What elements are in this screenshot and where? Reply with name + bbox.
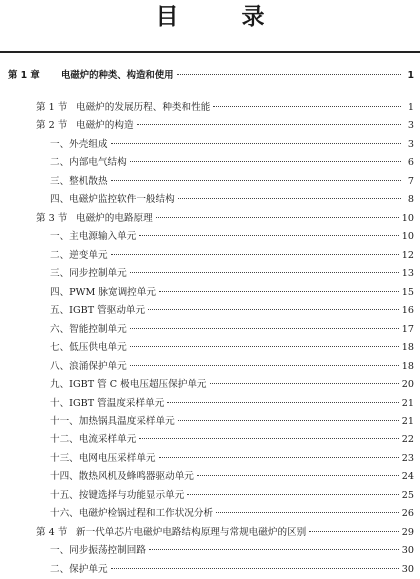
dot-leader	[130, 161, 401, 162]
toc-entry-number: 第 3 节	[36, 212, 68, 224]
dot-leader	[159, 457, 399, 458]
toc-entry-title: 三、同步控制单元	[50, 268, 127, 280]
toc-entry-title: 电磁炉的电路原理	[76, 212, 153, 224]
dot-leader	[178, 198, 401, 199]
toc-entry-page-number: 30	[401, 563, 414, 575]
toc-entry-subsection[interactable]	[0, 450, 420, 468]
toc-entry-page-number: 12	[401, 249, 414, 261]
dot-leader	[216, 512, 399, 513]
toc-entry-subsection[interactable]	[0, 376, 420, 394]
dot-leader	[148, 309, 399, 310]
toc-entry-number: 第 4 节	[36, 526, 68, 538]
dot-leader	[111, 180, 401, 181]
toc-entry-subsection[interactable]	[0, 487, 420, 505]
dot-leader	[178, 420, 399, 421]
toc-entry-page-number: 3	[407, 138, 414, 150]
dot-leader	[137, 124, 401, 125]
dot-leader	[309, 531, 399, 532]
dot-leader	[130, 272, 399, 273]
toc-entry-title: 九、IGBT 管 C 极电压超压保护单元	[50, 379, 207, 391]
dot-leader	[130, 328, 399, 329]
toc-entry-section[interactable]	[0, 117, 420, 135]
toc-entry-page-number: 15	[401, 286, 414, 298]
toc-entry-title: 八、浪涌保护单元	[50, 360, 127, 372]
toc-entry-title: 五、IGBT 管驱动单元	[50, 305, 146, 317]
title-divider	[0, 51, 420, 53]
dot-leader	[177, 74, 401, 75]
toc-entry-subsection[interactable]	[0, 358, 420, 376]
toc-entry-page-number: 3	[407, 120, 414, 132]
toc-entry-title: 三、整机散热	[50, 175, 108, 187]
toc-entry-page-number: 18	[401, 360, 414, 372]
toc-entry-subsection[interactable]	[0, 247, 420, 265]
toc-entry-page-number: 25	[401, 489, 414, 501]
dot-leader	[139, 438, 398, 439]
toc-entry-page-number: 8	[407, 194, 414, 206]
toc-entry-title: 四、PWM 脉宽调控单元	[50, 286, 156, 298]
toc-entry-title: 新一代单芯片电磁炉电路结构原理与常规电磁炉的区别	[76, 526, 307, 538]
table-of-contents	[0, 63, 420, 579]
toc-entry-page-number: 29	[401, 526, 414, 538]
dot-leader	[197, 475, 399, 476]
toc-entry-title: 二、保护单元	[50, 563, 108, 575]
toc-entry-page-number: 26	[401, 508, 414, 520]
toc-entry-page-number: 1	[407, 70, 414, 81]
toc-entry-section[interactable]	[0, 210, 420, 228]
toc-entry-subsection[interactable]	[0, 321, 420, 339]
dot-leader	[213, 106, 401, 107]
page-title: 目 录	[155, 4, 285, 30]
toc-entry-title: 七、低压供电单元	[50, 342, 127, 354]
dot-leader	[130, 346, 399, 347]
toc-entry-page-number: 7	[407, 175, 414, 187]
toc-entry-subsection[interactable]	[0, 468, 420, 486]
toc-entry-page-number: 18	[401, 342, 414, 354]
toc-entry-subsection[interactable]	[0, 339, 420, 357]
toc-entry-title: 二、逆变单元	[50, 249, 108, 261]
toc-entry-page-number: 30	[401, 545, 414, 557]
dot-leader	[130, 365, 399, 366]
toc-entry-subsection[interactable]	[0, 561, 420, 579]
toc-entry-page-number: 21	[401, 415, 414, 427]
toc-entry-subsection[interactable]	[0, 413, 420, 431]
dot-leader	[111, 143, 401, 144]
toc-entry-subsection[interactable]	[0, 136, 420, 154]
toc-entry-subsection[interactable]	[0, 191, 420, 209]
toc-entry-subsection[interactable]	[0, 173, 420, 191]
dot-leader	[111, 568, 399, 569]
toc-entry-number: 第 1 章	[8, 70, 40, 81]
toc-entry-title: 十六、电磁炉检锅过程和工作状况分析	[50, 508, 214, 520]
toc-entry-page-number: 10	[401, 212, 414, 224]
toc-entry-number: 第 2 节	[36, 120, 68, 132]
toc-entry-title: 一、外壳组成	[50, 138, 108, 150]
toc-entry-subsection[interactable]	[0, 395, 420, 413]
dot-leader	[187, 494, 398, 495]
toc-entry-page-number: 10	[401, 231, 414, 243]
toc-entry-page-number: 23	[401, 452, 414, 464]
toc-entry-section[interactable]	[0, 99, 420, 117]
toc-entry-title: 四、电磁炉监控软件一般结构	[50, 194, 175, 206]
toc-entry-subsection[interactable]	[0, 228, 420, 246]
dot-leader	[156, 217, 399, 218]
dot-leader	[210, 383, 399, 384]
toc-entry-subsection[interactable]	[0, 302, 420, 320]
toc-entry-title: 十五、按键选择与功能显示单元	[50, 489, 185, 501]
toc-entry-page-number: 22	[401, 434, 414, 446]
toc-entry-page-number: 1	[407, 102, 414, 113]
toc-entry-subsection[interactable]	[0, 284, 420, 302]
toc-entry-page-number: 24	[401, 471, 414, 483]
toc-entry-page-number: 21	[401, 397, 414, 409]
toc-entry-page-number: 20	[401, 379, 414, 391]
toc-entry-page-number: 16	[401, 305, 414, 317]
toc-entry-title: 六、智能控制单元	[50, 323, 127, 335]
toc-entry-subsection[interactable]	[0, 265, 420, 283]
toc-entry-subsection[interactable]	[0, 154, 420, 172]
toc-entry-title: 电磁炉的种类、构造和使用	[61, 70, 174, 81]
toc-entry-section[interactable]	[0, 524, 420, 542]
toc-entry-subsection[interactable]	[0, 505, 420, 523]
toc-entry-chapter[interactable]	[0, 63, 420, 89]
toc-entry-title: 十一、加热锅具温度采样单元	[50, 415, 175, 427]
dot-leader	[111, 254, 399, 255]
toc-entry-title: 十四、散热风机及蜂鸣器驱动单元	[50, 471, 194, 483]
dot-leader	[167, 402, 398, 403]
toc-entry-page-number: 6	[407, 157, 414, 169]
toc-entry-title: 十、IGBT 管温度采样单元	[50, 397, 165, 409]
toc-entry-page-number: 17	[401, 323, 414, 335]
toc-entry-title: 一、主电源输入单元	[50, 231, 137, 243]
toc-entry-number: 第 1 节	[36, 102, 68, 113]
toc-entry-subsection[interactable]	[0, 542, 420, 560]
toc-entry-title: 电磁炉的构造	[76, 120, 134, 132]
toc-entry-title: 十三、电网电压采样单元	[50, 452, 156, 464]
toc-entry-title: 电磁炉的发展历程、种类和性能	[76, 102, 211, 113]
toc-entry-title: 二、内部电气结构	[50, 157, 127, 169]
dot-leader	[139, 235, 398, 236]
toc-entry-subsection[interactable]	[0, 431, 420, 449]
dot-leader	[149, 549, 399, 550]
toc-entry-page-number: 13	[401, 268, 414, 280]
dot-leader	[159, 291, 399, 292]
toc-entry-title: 十二、电流采样单元	[50, 434, 137, 446]
toc-entry-title: 一、同步振荡控制回路	[50, 545, 146, 557]
